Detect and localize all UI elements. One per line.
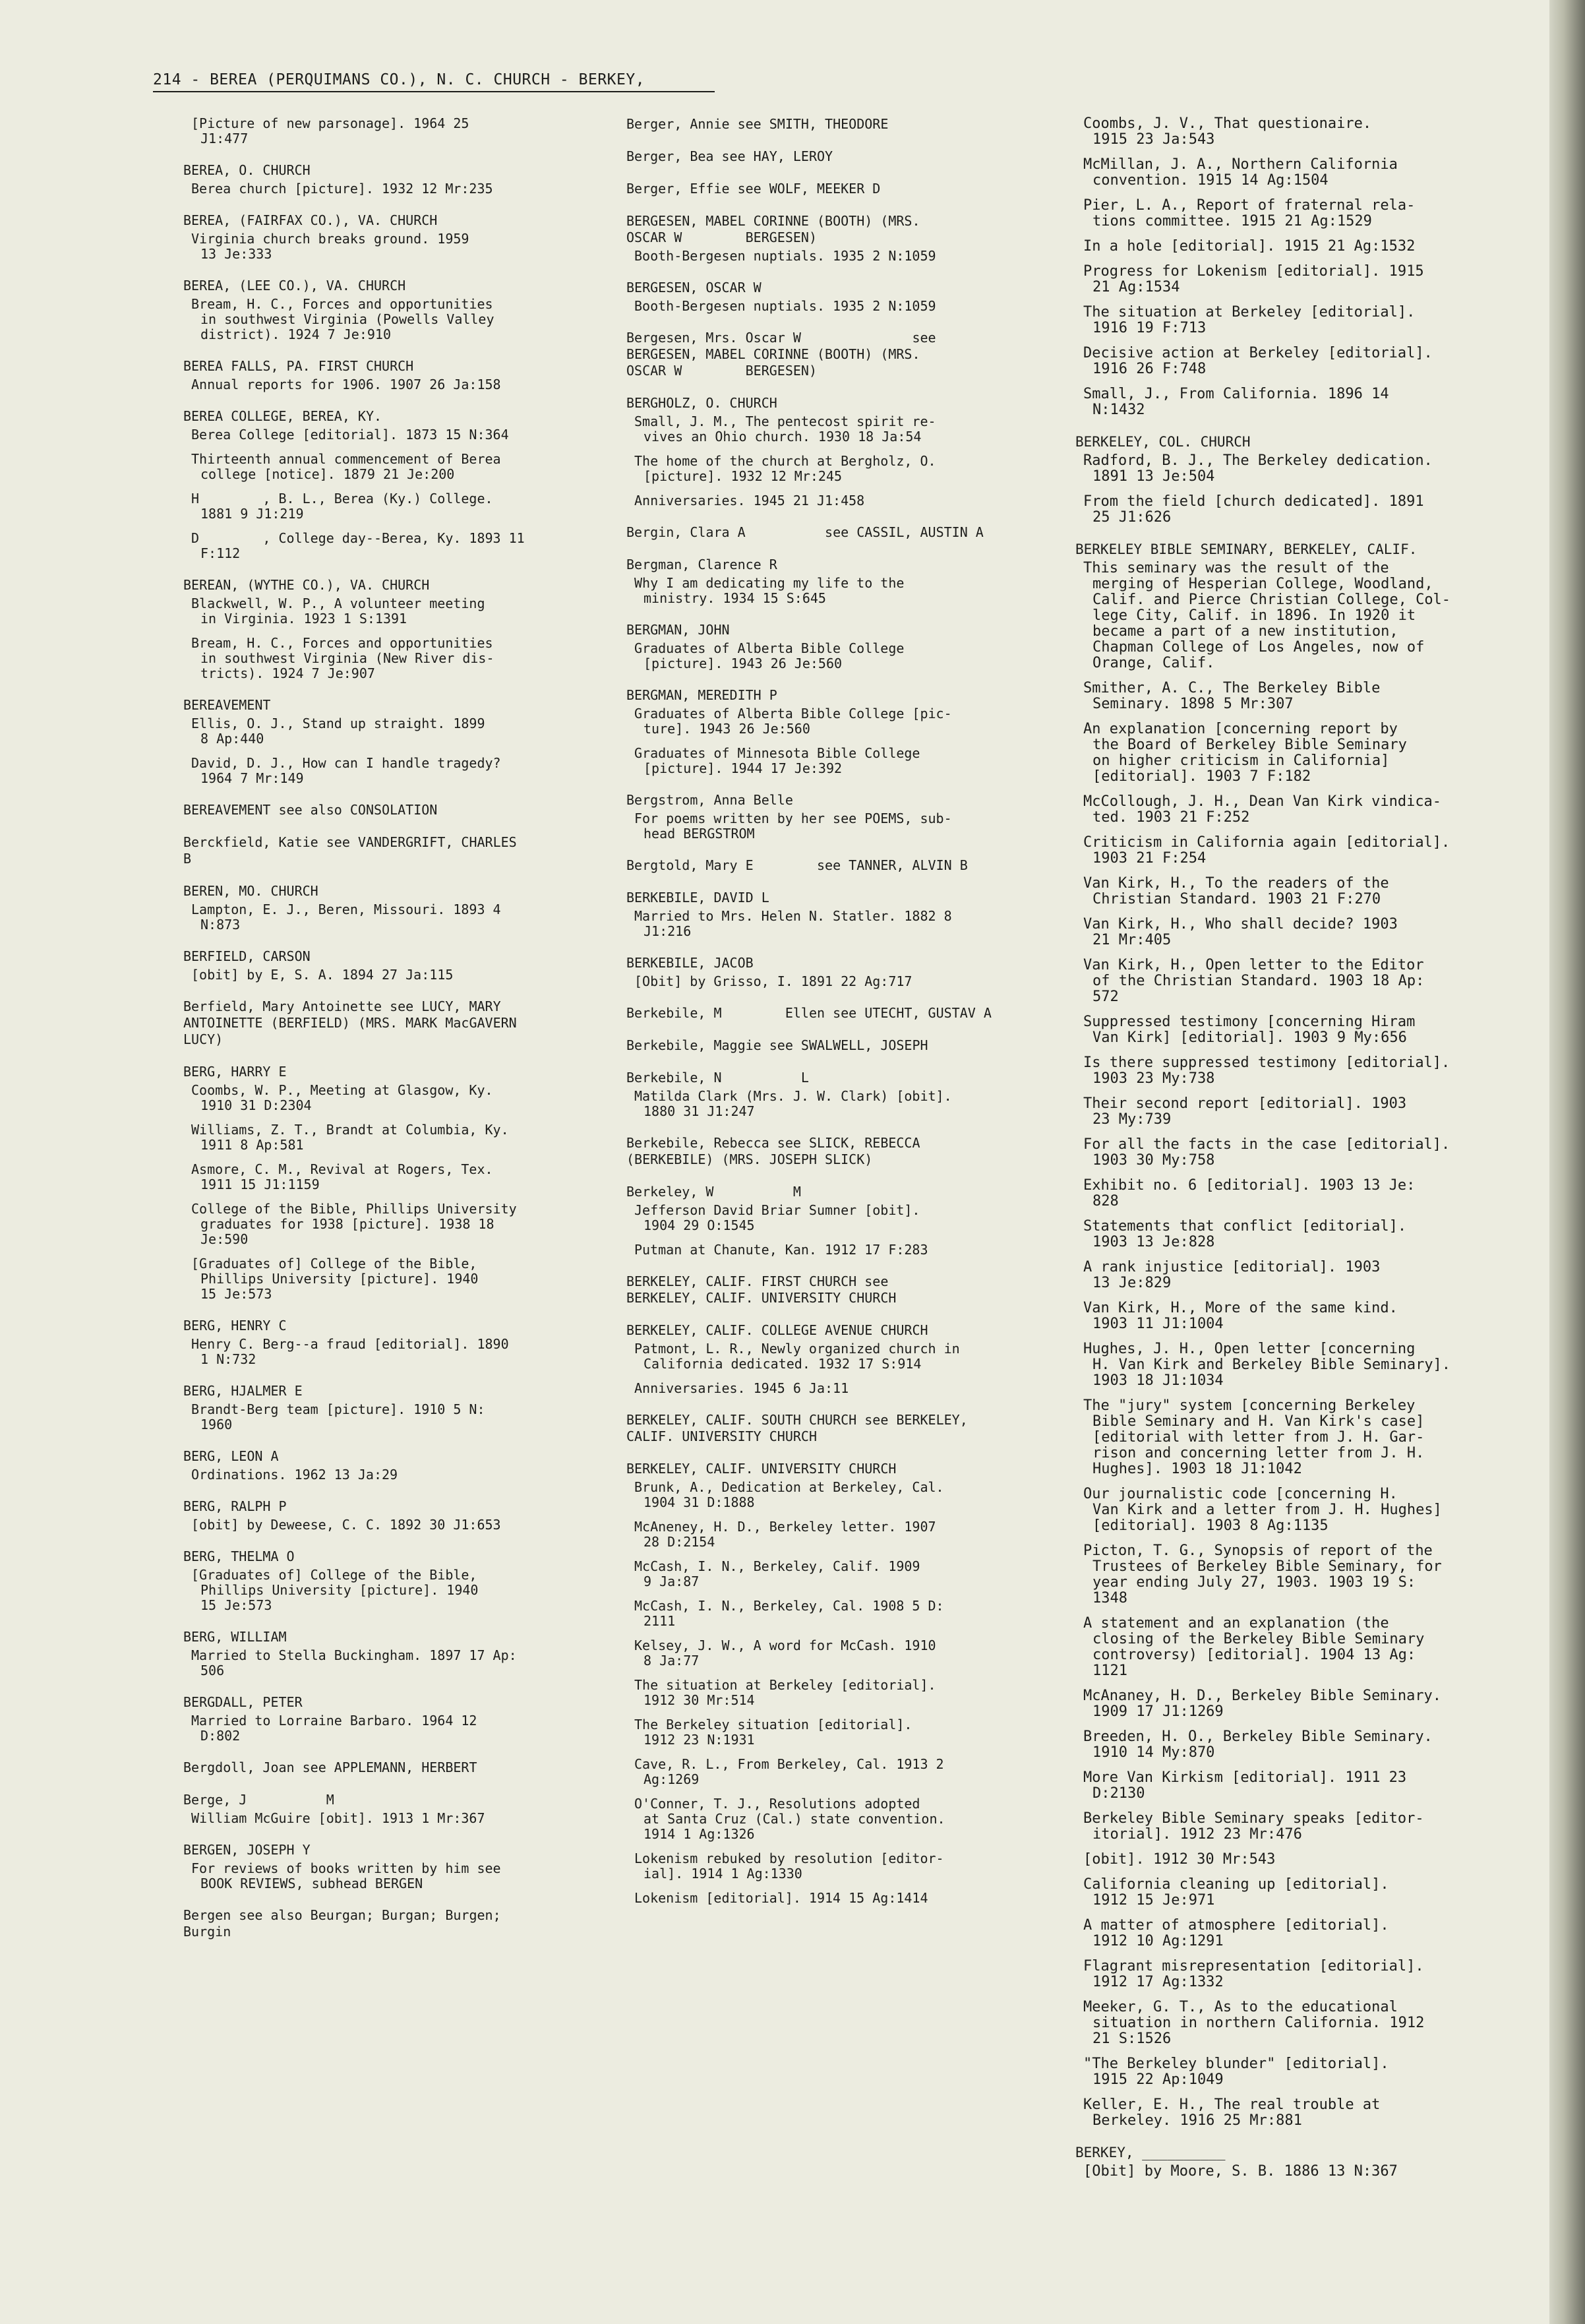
index-entry: More Van Kirkism [editorial]. 1911 23 D:2130 <box>1083 1769 1407 1802</box>
index-entry: Matilda Clark (Mrs. J. W. Clark) [obit]. 1880 31 J1:247 <box>634 1088 952 1119</box>
index-entry: Putman at Chanute, Kan. 1912 17 F:283 <box>634 1242 928 1258</box>
index-entry: Booth-Bergesen nuptials. 1935 2 N:1059 <box>634 248 936 264</box>
index-entry: Criticism in California again [editorial]. 1903 21 F:254 <box>1083 834 1450 867</box>
index-entry: Van Kirk, H., To the readers of the Christian Standard. 1903 21 F:270 <box>1083 875 1389 907</box>
index-entry: From the field [church dedicated]. 1891 25 J1:626 <box>1083 493 1424 526</box>
page-edge-shadow <box>1549 0 1585 2324</box>
index-entry: Exhibit no. 6 [editorial]. 1903 13 Je: 828 <box>1083 1177 1416 1209</box>
index-entry: Blackwell, W. P., A volunteer meeting in Virginia. 1923 1 S:1391 <box>191 596 485 627</box>
index-entry: Statements that conflict [editorial]. 1903 13 Je:828 <box>1083 1218 1407 1250</box>
index-entry: Married to Mrs. Helen N. Statler. 1882 8 J1:216 <box>634 908 952 939</box>
index-entry: Progress for Lokenism [editorial]. 1915 21 Ag:1534 <box>1083 263 1424 295</box>
index-entry: Hughes, J. H., Open letter [concerning H. Van Kirk and Berkeley Bible Seminary]. 1903 18 J1:1034 <box>1083 1341 1451 1389</box>
index-heading: BERG, THELMA O <box>183 1548 295 1564</box>
index-entry: Booth-Bergesen nuptials. 1935 2 N:1059 <box>634 298 936 314</box>
index-heading: BERKELEY BIBLE SEMINARY, BERKELEY, CALIF. <box>1075 541 1418 557</box>
index-entry: Thirteenth annual commencement of Berea college [notice]. 1879 21 Je:200 <box>191 451 501 482</box>
index-heading: Berge, J M <box>183 1792 334 1808</box>
index-entry: Decisive action at Berkeley [editorial]. 1916 26 F:748 <box>1083 345 1433 377</box>
index-entry: Annual reports for 1906. 1907 26 Ja:158 <box>191 377 501 392</box>
index-entry: California cleaning up [editorial]. 1912 15 Je:971 <box>1083 1876 1389 1909</box>
index-entry: O'Conner, T. J., Resolutions adopted at Santa Cruz (Cal.) state convention. 1914 1 Ag:1326 <box>634 1796 945 1842</box>
index-heading: Berfield, Mary Antoinette see LUCY, MARY ANTOINETTE (BERFIELD) (MRS. MARK MacGAVERN LUCY) <box>183 998 517 1047</box>
index-entry: Bream, H. C., Forces and opportunities in southwest Virginia (New River dis- tricts). 1924 7 Je:907 <box>191 635 494 681</box>
index-column-3 <box>1075 115 1507 2189</box>
index-entry: Why I am dedicating my life to the ministry. 1934 15 S:645 <box>634 575 905 606</box>
index-heading: Berkebile, Rebecca see SLICK, REBECCA (BERKEBILE) (MRS. JOSEPH SLICK) <box>626 1135 920 1167</box>
index-heading: BERKELEY, CALIF. UNIVERSITY CHURCH <box>626 1461 897 1477</box>
index-entry: Van Kirk, H., Who shall decide? 1903 21 Mr:405 <box>1083 916 1398 948</box>
index-entry: Flagrant misrepresentation [editorial]. 1912 17 Ag:1332 <box>1083 1958 1424 1990</box>
index-entry: Our journalistic code [concerning H. Van Kirk and a letter from J. H. Hughes] [editorial]. 1903 8 Ag:1135 <box>1083 1486 1442 1534</box>
index-entry: The situation at Berkeley [editorial]. 1916 19 F:713 <box>1083 304 1416 336</box>
index-entry: Coombs, J. V., That questionaire. 1915 23 Ja:543 <box>1083 115 1372 148</box>
index-entry: In a hole [editorial]. 1915 21 Ag:1532 <box>1083 238 1416 255</box>
index-heading: BERKELEY, COL. CHURCH <box>1075 434 1251 450</box>
index-heading: BERGDALL, PETER <box>183 1694 303 1710</box>
index-entry: Picton, T. G., Synopsis of report of the Trustees of Berkeley Bible Seminary, for year ending July 27, 1903. 1903 19 S: 1348 <box>1083 1543 1442 1606</box>
index-entry: For poems written by her see POEMS, sub- head BERGSTROM <box>634 810 952 841</box>
index-heading: BERG, LEON A <box>183 1448 279 1464</box>
index-entry: The situation at Berkeley [editorial]. 1912 30 Mr:514 <box>634 1677 936 1708</box>
index-heading: Berger, Annie see SMITH, THEODORE <box>626 116 889 132</box>
index-entry: McCash, I. N., Berkeley, Calif. 1909 9 Ja:87 <box>634 1558 920 1589</box>
index-heading: Berkebile, Maggie see SWALWELL, JOSEPH <box>626 1037 928 1053</box>
index-heading: Berkebile, M Ellen see UTECHT, GUSTAV A <box>626 1005 992 1021</box>
index-entry: Berea church [picture]. 1932 12 Mr:235 <box>191 181 493 197</box>
index-heading: BERKELEY, CALIF. FIRST CHURCH see BERKELEY, CALIF. UNIVERSITY CHURCH <box>626 1273 897 1306</box>
index-entry: McCash, I. N., Berkeley, Cal. 1908 5 D: 2111 <box>634 1598 944 1629</box>
index-entry: For reviews of books written by him see BOOK REVIEWS, subhead BERGEN <box>191 1860 501 1891</box>
index-entry: McAnaney, H. D., Berkeley Bible Seminary. 1909 17 J1:1269 <box>1083 1688 1442 1720</box>
index-heading: BEREA COLLEGE, BEREA, KY. <box>183 408 382 424</box>
index-heading: BEREA, (LEE CO.), VA. CHURCH <box>183 278 406 293</box>
index-heading: BERG, HJALMER E <box>183 1383 303 1399</box>
index-entry: Smither, A. C., The Berkeley Bible Seminary. 1898 5 Mr:307 <box>1083 680 1381 712</box>
index-heading: Bergtold, Mary E see TANNER, ALVIN B <box>626 857 968 873</box>
index-entry: The Berkeley situation [editorial]. 1912 23 N:1931 <box>634 1717 912 1748</box>
header-rule <box>153 91 715 92</box>
index-entry: A matter of atmosphere [editorial]. 1912 10 Ag:1291 <box>1083 1917 1389 1949</box>
index-entry: Brunk, A., Dedication at Berkeley, Cal. 1904 31 D:1888 <box>634 1479 944 1510</box>
index-entry: [Obit] by Grisso, I. 1891 22 Ag:717 <box>634 973 912 989</box>
index-entry: Married to Stella Buckingham. 1897 17 Ap: 506 <box>191 1647 517 1678</box>
index-heading: Berger, Bea see HAY, LEROY <box>626 148 833 164</box>
index-entry: Coombs, W. P., Meeting at Glasgow, Ky. 1910 31 D:2304 <box>191 1082 493 1113</box>
index-entry: [obit] by Deweese, C. C. 1892 30 J1:653 <box>191 1517 501 1533</box>
index-heading: Bergstrom, Anna Belle <box>626 792 793 808</box>
index-entry: Breeden, H. O., Berkeley Bible Seminary. 1910 14 My:870 <box>1083 1728 1433 1761</box>
index-entry: Brandt-Berg team [picture]. 1910 5 N: 1960 <box>191 1401 485 1432</box>
index-entry: [Graduates of] College of the Bible, Phillips University [picture]. 1940 15 Je:573 <box>191 1256 479 1302</box>
index-entry: Anniversaries. 1945 21 J1:458 <box>634 493 865 508</box>
index-entry: This seminary was the result of the merging of Hesperian College, Woodland, Calif. and Pierce Christian College, Col- lege City, Calif. in 1896. In 1920 it became a part of a new institution, Chapman College of Los Angeles, now of Orange, Calif. <box>1083 560 1451 671</box>
index-heading: BERKELEY, CALIF. SOUTH CHURCH see BERKELEY, CALIF. UNIVERSITY CHURCH <box>626 1412 968 1444</box>
index-entry: Ellis, O. J., Stand up straight. 1899 8 Ap:440 <box>191 716 485 747</box>
index-entry: Williams, Z. T., Brandt at Columbia, Ky. 1911 8 Ap:581 <box>191 1122 509 1153</box>
index-heading: Berger, Effie see WOLF, MEEKER D <box>626 181 881 197</box>
index-column-1 <box>183 115 588 1943</box>
index-entry: Van Kirk, H., Open letter to the Editor of the Christian Standard. 1903 18 Ap: 572 <box>1083 957 1425 1005</box>
index-heading: Berckfield, Katie see VANDERGRIFT, CHARLES B <box>183 834 517 867</box>
index-heading: BERG, RALPH P <box>183 1498 287 1514</box>
index-entry: Meeker, G. T., As to the educational situation in northern California. 1912 21 S:1526 <box>1083 1999 1425 2047</box>
index-heading: BERG, HARRY E <box>183 1064 287 1080</box>
index-entry: Henry C. Berg--a fraud [editorial]. 1890 1 N:732 <box>191 1336 509 1367</box>
index-entry: McCollough, J. H., Dean Van Kirk vindica- ted. 1903 21 F:252 <box>1083 793 1442 826</box>
index-entry: A statement and an explanation (the closing of the Berkeley Bible Seminary controversy) [editorial]. 1904 13 Ag: 1121 <box>1083 1615 1425 1679</box>
index-entry: Pier, L. A., Report of fraternal rela- tions committee. 1915 21 Ag:1529 <box>1083 197 1416 229</box>
index-heading: BERKEBILE, JACOB <box>626 955 754 971</box>
index-entry: Graduates of Alberta Bible College [pic- ture]. 1943 26 Je:560 <box>634 706 952 737</box>
index-heading: BERG, WILLIAM <box>183 1629 287 1645</box>
index-entry: Graduates of Minnesota Bible College [picture]. 1944 17 Je:392 <box>634 745 920 776</box>
index-entry: Married to Lorraine Barbaro. 1964 12 D:802 <box>191 1713 477 1744</box>
index-entry: Lokenism rebuked by resolution [editor- ial]. 1914 1 Ag:1330 <box>634 1850 944 1881</box>
index-entry: A rank injustice [editorial]. 1903 13 Je:829 <box>1083 1259 1381 1291</box>
index-entry: Lampton, E. J., Beren, Missouri. 1893 4 N:873 <box>191 902 501 933</box>
index-entry: [obit]. 1912 30 Mr:543 <box>1083 1851 1276 1868</box>
index-heading: BERGMAN, MEREDITH P <box>626 687 777 703</box>
index-entry: Keller, E. H., The real trouble at Berkeley. 1916 25 Mr:881 <box>1083 2096 1381 2129</box>
index-heading: Berkeley, W M <box>626 1184 801 1200</box>
index-entry: Is there suppressed testimony [editorial]. 1903 23 My:738 <box>1083 1055 1450 1087</box>
index-heading: Bergen see also Beurgan; Burgan; Burgen; Burgin <box>183 1907 501 1940</box>
index-entry: The "jury" system [concerning Berkeley Bible Seminary and H. Van Kirk's case] [editorial with letter from J. H. Gar- rison and concerning letter from J. H. Hughes]. 1903 18 J1:1042 <box>1083 1397 1425 1477</box>
index-entry: Cave, R. L., From Berkeley, Cal. 1913 2 Ag:1269 <box>634 1756 944 1787</box>
index-heading: BEREA, (FAIRFAX CO.), VA. CHURCH <box>183 212 438 228</box>
page-header: 214 - BEREA (PERQUIMANS CO.), N. C. CHURCH - BERKEY, <box>153 71 645 88</box>
index-entry: Graduates of Alberta Bible College [picture]. 1943 26 Je:560 <box>634 640 905 671</box>
index-entry: Berea College [editorial]. 1873 15 N:364 <box>191 427 509 443</box>
index-heading: Bergdoll, Joan see APPLEMANN, HERBERT <box>183 1759 477 1775</box>
index-heading: BERGMAN, JOHN <box>626 622 730 638</box>
index-entry: College of the Bible, Phillips University graduates for 1938 [picture]. 1938 18 Je:590 <box>191 1201 517 1247</box>
index-entry: Anniversaries. 1945 6 Ja:11 <box>634 1380 849 1396</box>
index-entry: "The Berkeley blunder" [editorial]. 1915 22 Ap:1049 <box>1083 2056 1389 2088</box>
index-heading: BEREAVEMENT <box>183 697 271 713</box>
index-entry: Small, J., From California. 1896 14 N:1432 <box>1083 386 1389 418</box>
index-entry: [Picture of new parsonage]. 1964 25 J1:477 <box>191 115 469 146</box>
index-heading: BERG, HENRY C <box>183 1318 287 1333</box>
index-heading: BERGHOLZ, O. CHURCH <box>626 395 777 411</box>
index-heading: BERGESEN, MABEL CORINNE (BOOTH) (MRS. OSCAR W BERGESEN) <box>626 213 920 245</box>
index-entry: Jefferson David Briar Sumner [obit]. 1904 29 O:1545 <box>634 1202 920 1233</box>
index-entry: D , College day--Berea, Ky. 1893 11 F:112 <box>191 530 525 561</box>
index-heading: BEREA FALLS, PA. FIRST CHURCH <box>183 358 414 374</box>
index-entry: Ordinations. 1962 13 Ja:29 <box>191 1467 398 1483</box>
index-entry: Their second report [editorial]. 1903 23 My:739 <box>1083 1095 1407 1128</box>
index-entry: Small, J. M., The pentecost spirit re- vives an Ohio church. 1930 18 Ja:54 <box>634 413 936 444</box>
index-heading: BEREA, O. CHURCH <box>183 162 311 178</box>
index-heading: BERFIELD, CARSON <box>183 948 311 964</box>
index-entry: Radford, B. J., The Berkeley dedication. 1891 13 Je:504 <box>1083 452 1433 485</box>
index-entry: Suppressed testimony [concerning Hiram Van Kirk] [editorial]. 1903 9 My:656 <box>1083 1014 1416 1046</box>
index-heading: BERKEBILE, DAVID L <box>626 890 769 905</box>
index-entry: The home of the church at Bergholz, O. [picture]. 1932 12 Mr:245 <box>634 453 936 484</box>
index-entry: [obit] by E, S. A. 1894 27 Ja:115 <box>191 967 454 983</box>
index-entry: H , B. L., Berea (Ky.) College. 1881 9 J1:219 <box>191 491 493 522</box>
index-entry: Bream, H. C., Forces and opportunities in southwest Virginia (Powells Valley district). 1924 7 Je:910 <box>191 296 494 342</box>
index-heading: BEREAN, (WYTHE CO.), VA. CHURCH <box>183 577 430 593</box>
index-column-2 <box>626 116 1025 1915</box>
index-heading: BERKEY, __________ <box>1075 2145 1226 2160</box>
index-heading: BERGEN, JOSEPH Y <box>183 1842 311 1858</box>
index-entry: For all the facts in the case [editorial]. 1903 30 My:758 <box>1083 1136 1450 1169</box>
index-entry: McAneney, H. D., Berkeley letter. 1907 28 D:2154 <box>634 1519 936 1550</box>
index-entry: Berkeley Bible Seminary speaks [editor- itorial]. 1912 23 Mr:476 <box>1083 1810 1424 1843</box>
index-heading: BEREN, MO. CHURCH <box>183 883 318 899</box>
index-entry: William McGuire [obit]. 1913 1 Mr:367 <box>191 1810 485 1826</box>
index-heading: BEREAVEMENT see also CONSOLATION <box>183 802 438 818</box>
index-entry: David, D. J., How can I handle tragedy? 1964 7 Mr:149 <box>191 755 501 786</box>
index-entry: Kelsey, J. W., A word for McCash. 1910 8 Ja:77 <box>634 1637 936 1668</box>
index-entry: Asmore, C. M., Revival at Rogers, Tex. 1911 15 J1:1159 <box>191 1161 493 1192</box>
index-heading: BERGESEN, OSCAR W <box>626 280 762 295</box>
index-heading: Berkebile, N L <box>626 1070 809 1086</box>
index-entry: McMillan, J. A., Northern California convention. 1915 14 Ag:1504 <box>1083 156 1398 189</box>
index-heading: Bergin, Clara A see CASSIL, AUSTIN A <box>626 524 984 540</box>
index-entry: An explanation [concerning report by the Board of Berkeley Bible Seminary on higher criticism in California] [editorial]. 1903 7 F:182 <box>1083 721 1407 785</box>
index-heading: BERKELEY, CALIF. COLLEGE AVENUE CHURCH <box>626 1322 928 1338</box>
index-entry: Patmont, L. R., Newly organized church in California dedicated. 1932 17 S:914 <box>634 1341 960 1372</box>
index-entry: Virginia church breaks ground. 1959 13 Je:333 <box>191 231 469 262</box>
index-heading: Bergesen, Mrs. Oscar W see BERGESEN, MABEL CORINNE (BOOTH) (MRS. OSCAR W BERGESEN) <box>626 330 936 379</box>
index-entry: [Graduates of] College of the Bible, Phillips University [picture]. 1940 15 Je:573 <box>191 1567 479 1613</box>
index-heading: Bergman, Clarence R <box>626 557 777 572</box>
index-entry: Van Kirk, H., More of the same kind. 1903 11 J1:1004 <box>1083 1300 1398 1332</box>
index-entry: [Obit] by Moore, S. B. 1886 13 N:367 <box>1083 2163 1398 2180</box>
index-entry: Lokenism [editorial]. 1914 15 Ag:1414 <box>634 1890 928 1906</box>
